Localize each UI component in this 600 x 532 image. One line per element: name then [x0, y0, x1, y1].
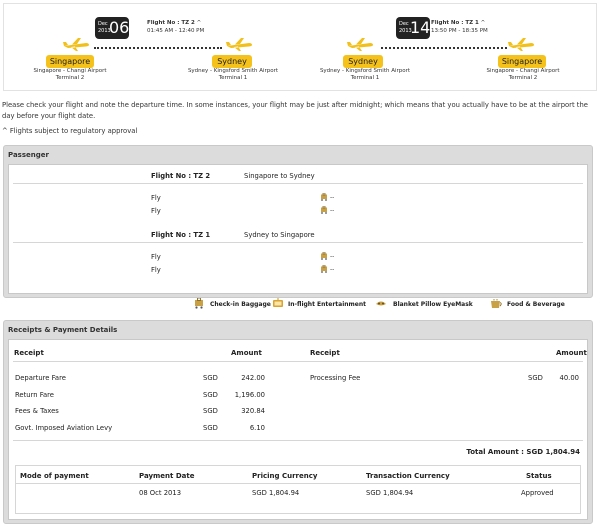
date-badge	[396, 17, 430, 39]
fare-label: Govt. Imposed Aviation Levy	[15, 424, 113, 432]
regulatory-mark: ^	[196, 20, 202, 26]
currency: SGD	[203, 407, 218, 415]
outbound-leg	[4, 4, 301, 90]
date-year: 2013	[399, 28, 412, 34]
panel-title: Receipts & Payment Details	[8, 326, 118, 334]
payment-date: 08 Oct 2013	[139, 489, 182, 497]
payment-date-header: Payment Date	[139, 472, 195, 480]
fee-label: Processing Fee	[310, 374, 361, 382]
terminal-name: Terminal 2	[55, 75, 85, 81]
baggage-value: --	[330, 194, 335, 201]
baggage-icon	[319, 206, 329, 214]
payment-mode-header: Mode of payment	[20, 472, 89, 480]
fare-amount: 6.10	[249, 424, 265, 432]
total-amount: Total Amount : SGD 1,804.94	[466, 448, 580, 456]
destination-city-badge: Singapore	[498, 55, 546, 68]
food-icon	[490, 298, 502, 309]
baggage-value: --	[330, 207, 335, 214]
panel-title: Passenger	[8, 151, 49, 159]
transaction-currency: SGD 1,804.94	[366, 489, 414, 497]
destination-airport	[172, 68, 294, 82]
departing-plane-icon	[62, 36, 90, 52]
terminal-name: Terminal 1	[218, 75, 248, 81]
pricing-currency: SGD 1,804.94	[252, 489, 300, 497]
passenger-details	[8, 164, 588, 294]
arriving-plane-icon	[225, 36, 253, 52]
flight-label: Flight No : TZ 2	[151, 172, 211, 180]
divider	[13, 242, 583, 243]
status-header: Status	[526, 472, 552, 480]
fare-amount: 242.00	[241, 374, 265, 382]
blanket-icon	[375, 298, 387, 309]
fare-label: Fees & Taxes	[15, 407, 59, 415]
divider	[13, 361, 583, 362]
regulatory-note: ^ Flights subject to regulatory approval	[2, 127, 138, 135]
transaction-currency-header: Transaction Currency	[366, 472, 450, 480]
destination-airport	[461, 68, 585, 82]
origin-city-badge: Sydney	[343, 55, 383, 68]
fare-amount: 320.84	[241, 407, 265, 415]
fee-amount: 40.00	[559, 374, 579, 382]
regulatory-mark: ^	[480, 20, 486, 26]
date-month: Dec	[98, 21, 108, 27]
service-legend	[0, 297, 600, 311]
airport-name: Sydney - Kingsford Smith Airport	[187, 68, 279, 74]
legend-label: Food & Beverage	[507, 301, 565, 308]
flight-route-banner	[3, 3, 597, 91]
origin-airport	[303, 68, 427, 82]
baggage-value: --	[330, 253, 335, 260]
currency: SGD	[203, 374, 218, 382]
destination-city-badge: Sydney	[212, 55, 252, 68]
terminal-name: Terminal 1	[350, 75, 380, 81]
receipts-panel	[3, 320, 593, 524]
flight-route: Singapore to Sydney	[244, 172, 315, 180]
receipt-details	[8, 339, 588, 520]
payment-table	[15, 465, 581, 514]
baggage-icon	[319, 252, 329, 260]
currency: SGD	[203, 391, 218, 399]
fare-label: Departure Fare	[15, 374, 66, 382]
baggage-icon	[193, 298, 205, 309]
legend-label: In-flight Entertainment	[288, 301, 366, 308]
route-dotted-line	[94, 47, 222, 49]
passenger-panel	[3, 145, 593, 298]
date-year: 2013	[98, 28, 111, 34]
airport-name: Singapore - Changi Airport	[486, 68, 560, 74]
airport-name: Sydney - Kingsford Smith Airport	[319, 68, 411, 74]
baggage-value: --	[330, 266, 335, 273]
legend-label: Check-in Baggage	[210, 301, 271, 308]
origin-city-badge: Singapore	[46, 55, 94, 68]
departure-time-note: Please check your flight and note the departure time. In some instances, your flight may be just after midnight; which means that you actually have to be at the airport the day before your flight date.	[2, 101, 588, 120]
flight-number: Flight No : TZ 2	[147, 20, 195, 26]
flight-times: 13:50 PM - 18:35 PM	[431, 28, 488, 34]
date-day: 14	[410, 18, 431, 37]
airport-name: Singapore - Changi Airport	[33, 68, 107, 74]
divider	[13, 183, 583, 184]
amount-column-header: Amount	[231, 349, 262, 357]
date-day: 06	[109, 18, 130, 37]
currency: SGD	[528, 374, 543, 382]
flight-times: 01:45 AM - 12:40 PM	[147, 28, 205, 34]
legend-label: Blanket Pillow EyeMask	[393, 301, 473, 308]
payment-status: Approved	[521, 489, 554, 497]
terminal-name: Terminal 2	[508, 75, 538, 81]
divider	[16, 483, 580, 484]
entertainment-icon	[272, 298, 284, 309]
date-badge	[95, 17, 129, 39]
passenger-name: Fly	[151, 253, 161, 261]
fare-label: Return Fare	[15, 391, 54, 399]
departing-plane-icon	[346, 36, 374, 52]
receipt-column-header: Receipt	[310, 349, 340, 357]
passenger-name: Fly	[151, 207, 161, 215]
passenger-name: Fly	[151, 266, 161, 274]
divider	[13, 440, 583, 441]
pricing-currency-header: Pricing Currency	[252, 472, 318, 480]
amount-column-header: Amount	[556, 349, 587, 357]
flight-info	[147, 19, 204, 35]
currency: SGD	[203, 424, 218, 432]
receipt-column-header: Receipt	[14, 349, 44, 357]
flight-number: Flight No : TZ 1	[431, 20, 479, 26]
flight-info	[431, 19, 488, 35]
origin-airport	[6, 68, 134, 82]
baggage-icon	[319, 265, 329, 273]
fare-amount: 1,196.00	[234, 391, 265, 399]
flight-route: Sydney to Singapore	[244, 231, 315, 239]
baggage-icon	[319, 193, 329, 201]
date-month: Dec	[399, 21, 409, 27]
flight-label: Flight No : TZ 1	[151, 231, 211, 239]
route-dotted-line	[381, 47, 507, 49]
arriving-plane-icon	[507, 36, 535, 52]
return-leg	[301, 4, 598, 90]
passenger-name: Fly	[151, 194, 161, 202]
